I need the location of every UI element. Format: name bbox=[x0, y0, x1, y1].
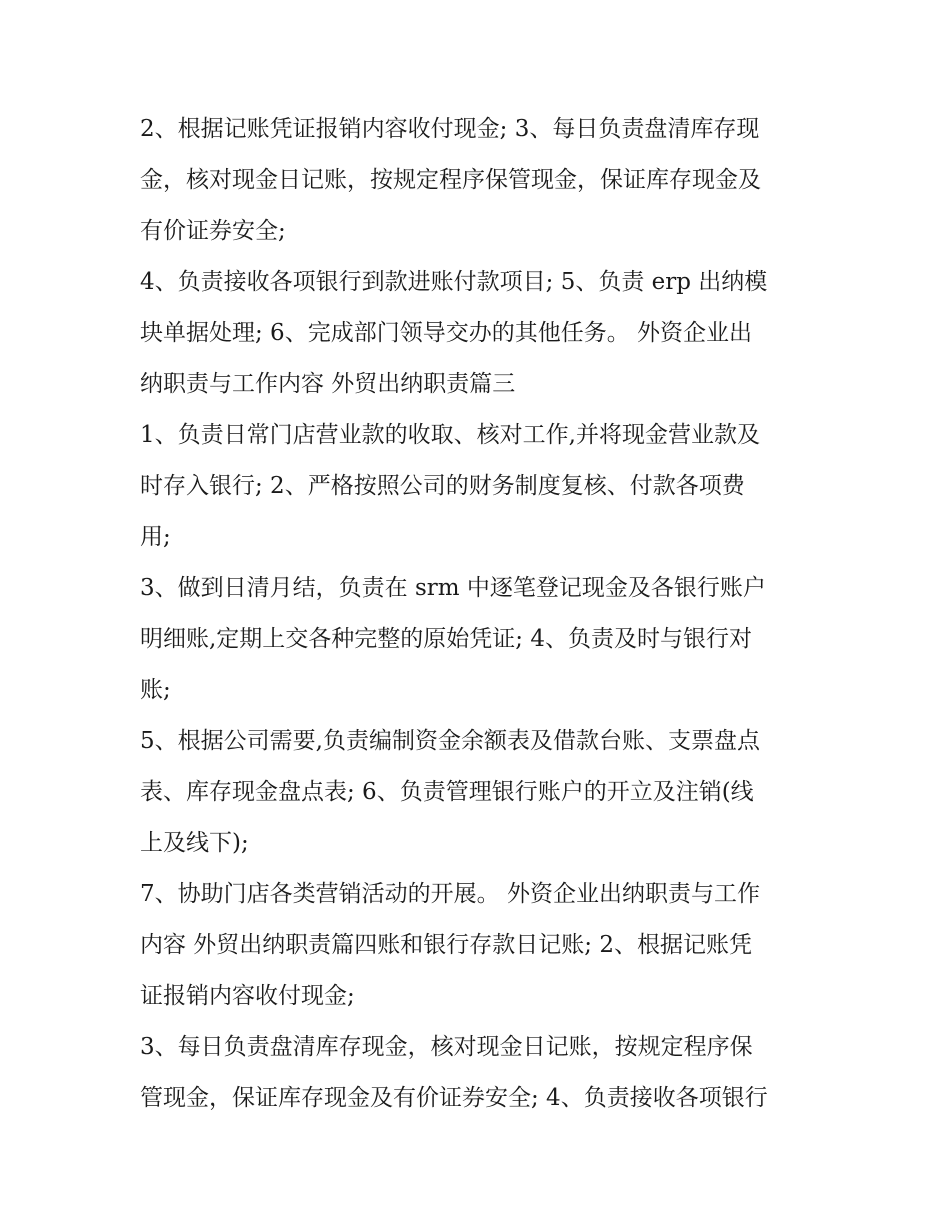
text-line: 账; bbox=[140, 677, 171, 703]
document-body bbox=[140, 104, 820, 1124]
text-line: 证报销内容收付现金; bbox=[140, 983, 355, 1009]
text-line: 内容 外贸出纳职责篇四账和银行存款日记账; 2、根据记账凭 bbox=[140, 932, 753, 958]
text-line: 有价证券安全; bbox=[140, 218, 286, 244]
text-line: 块单据处理; 6、完成部门领导交办的其他任务。 外资企业出 bbox=[140, 320, 753, 346]
text-line: 上及线下); bbox=[140, 830, 249, 856]
text-line: 明细账,定期上交各种完整的原始凭证; 4、负责及时与银行对 bbox=[140, 626, 753, 652]
text-line: 5、根据公司需要,负责编制资金余额表及借款台账、支票盘点 bbox=[140, 728, 760, 754]
text-line: 用; bbox=[140, 524, 171, 550]
text-line: 7、协助门店各类营销活动的开展。 外资企业出纳职责与工作 bbox=[140, 881, 760, 907]
text-line: 管现金，保证库存现金及有价证券安全; 4、负责接收各项银行 bbox=[140, 1085, 768, 1111]
text-line: 金，核对现金日记账，按规定程序保管现金，保证库存现金及 bbox=[140, 167, 761, 193]
text-line: 表、库存现金盘点表; 6、负责管理银行账户的开立及注销(线 bbox=[140, 779, 754, 805]
text-line: 3、做到日清月结，负责在 srm 中逐笔登记现金及各银行账户 bbox=[140, 575, 766, 601]
text-line: 纳职责与工作内容 外贸出纳职责篇三 bbox=[140, 371, 516, 397]
text-line: 2、根据记账凭证报销内容收付现金; 3、每日负责盘清库存现 bbox=[140, 116, 760, 142]
text-line: 3、每日负责盘清库存现金，核对现金日记账，按规定程序保 bbox=[140, 1034, 753, 1060]
text-line: 1、负责日常门店营业款的收取、核对工作,并将现金营业款及 bbox=[140, 422, 760, 448]
text-line: 时存入银行; 2、严格按照公司的财务制度复核、付款各项费 bbox=[140, 473, 745, 499]
text-line: 4、负责接收各项银行到款进账付款项目; 5、负责 erp 出纳模 bbox=[140, 269, 768, 295]
